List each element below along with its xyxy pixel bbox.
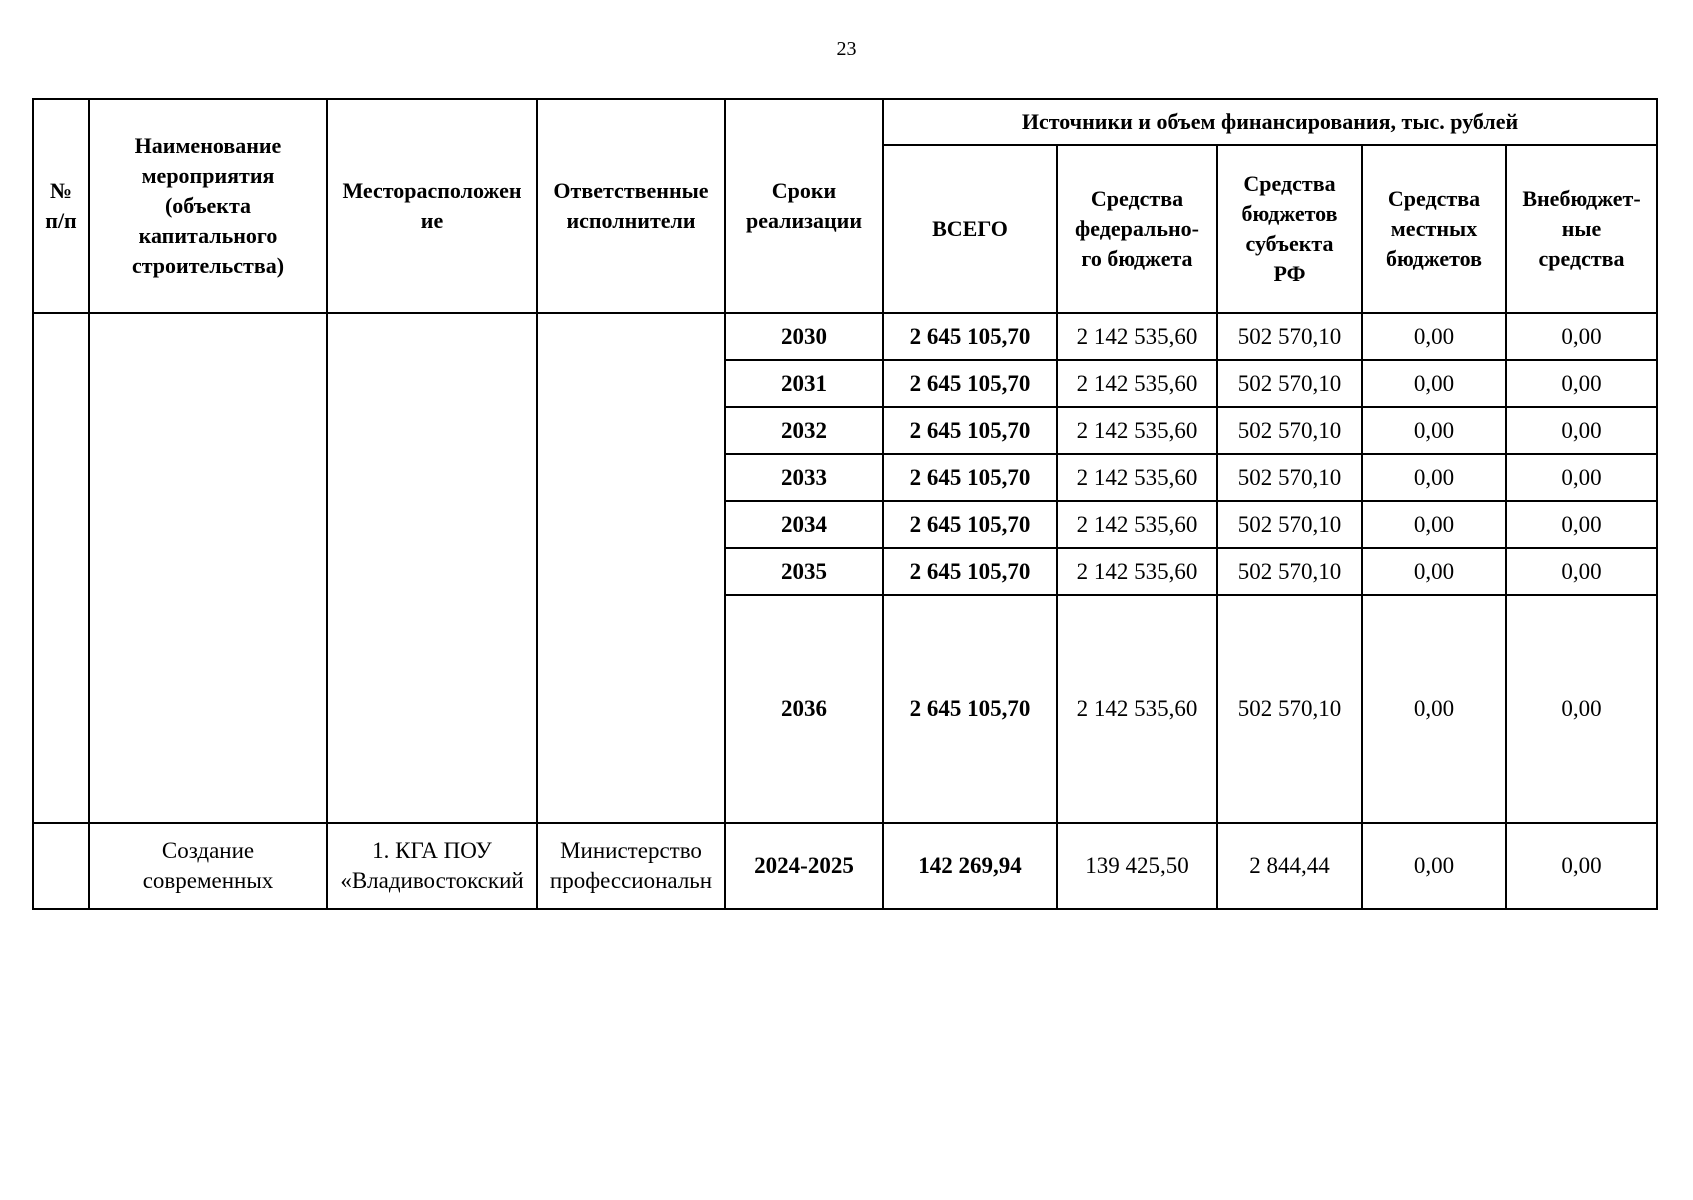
cell-extra: 0,00 (1506, 360, 1657, 407)
cell-total: 142 269,94 (883, 823, 1057, 909)
cell-location-empty (327, 313, 537, 823)
header-name: Наименование мероприятия (объекта капитального строительства) (89, 99, 327, 313)
cell-local: 0,00 (1362, 501, 1506, 548)
cell-total: 2 645 105,70 (883, 595, 1057, 823)
cell-year: 2035 (725, 548, 883, 595)
header-period: Сроки реализации (725, 99, 883, 313)
cell-name-empty (89, 313, 327, 823)
table-row (33, 313, 1657, 360)
cell-local: 0,00 (1362, 313, 1506, 360)
cell-num-empty (33, 313, 89, 823)
header-local: Средства местных бюджетов (1362, 145, 1506, 313)
cell-federal: 2 142 535,60 (1057, 454, 1217, 501)
cell-subject: 502 570,10 (1217, 595, 1362, 823)
cell-subject: 502 570,10 (1217, 360, 1362, 407)
cell-year: 2036 (725, 595, 883, 823)
header-sources-group: Источники и объем финансирования, тыс. рублей (883, 99, 1657, 145)
header-extra: Внебюджет- ные средства (1506, 145, 1657, 313)
header-location: Месторасположен ие (327, 99, 537, 313)
cell-local: 0,00 (1362, 454, 1506, 501)
header-num: № п/п (33, 99, 89, 313)
cell-total: 2 645 105,70 (883, 313, 1057, 360)
cell-subject: 502 570,10 (1217, 454, 1362, 501)
cell-extra: 0,00 (1506, 548, 1657, 595)
cell-subject: 502 570,10 (1217, 407, 1362, 454)
header-federal: Средства федерально- го бюджета (1057, 145, 1217, 313)
cell-num (33, 823, 89, 909)
cell-federal: 2 142 535,60 (1057, 313, 1217, 360)
table-row (33, 823, 1657, 909)
cell-extra: 0,00 (1506, 454, 1657, 501)
header-total: ВСЕГО (883, 145, 1057, 313)
cell-total: 2 645 105,70 (883, 548, 1057, 595)
cell-local: 0,00 (1362, 360, 1506, 407)
cell-subject: 502 570,10 (1217, 313, 1362, 360)
cell-location: 1. КГА ПОУ «Владивостокский (327, 823, 537, 909)
header-subject: Средства бюджетов субъекта РФ (1217, 145, 1362, 313)
financing-table (32, 98, 1658, 910)
cell-federal: 2 142 535,60 (1057, 501, 1217, 548)
cell-year: 2031 (725, 360, 883, 407)
cell-year: 2030 (725, 313, 883, 360)
cell-extra: 0,00 (1506, 595, 1657, 823)
cell-federal: 139 425,50 (1057, 823, 1217, 909)
cell-period: 2024-2025 (725, 823, 883, 909)
cell-federal: 2 142 535,60 (1057, 595, 1217, 823)
cell-total: 2 645 105,70 (883, 360, 1057, 407)
cell-subject: 2 844,44 (1217, 823, 1362, 909)
cell-federal: 2 142 535,60 (1057, 548, 1217, 595)
cell-federal: 2 142 535,60 (1057, 407, 1217, 454)
cell-responsible-empty (537, 313, 725, 823)
cell-extra: 0,00 (1506, 501, 1657, 548)
cell-year: 2032 (725, 407, 883, 454)
cell-local: 0,00 (1362, 407, 1506, 454)
cell-total: 2 645 105,70 (883, 501, 1057, 548)
cell-local: 0,00 (1362, 823, 1506, 909)
cell-local: 0,00 (1362, 595, 1506, 823)
cell-year: 2034 (725, 501, 883, 548)
cell-local: 0,00 (1362, 548, 1506, 595)
cell-extra: 0,00 (1506, 313, 1657, 360)
cell-extra: 0,00 (1506, 407, 1657, 454)
header-responsible: Ответственные исполнители (537, 99, 725, 313)
cell-year: 2033 (725, 454, 883, 501)
cell-extra: 0,00 (1506, 823, 1657, 909)
cell-total: 2 645 105,70 (883, 454, 1057, 501)
cell-subject: 502 570,10 (1217, 501, 1362, 548)
page-number: 23 (836, 38, 857, 60)
cell-responsible: Министерство профессиональн (537, 823, 725, 909)
cell-subject: 502 570,10 (1217, 548, 1362, 595)
cell-total: 2 645 105,70 (883, 407, 1057, 454)
cell-name: Создание современных (89, 823, 327, 909)
cell-federal: 2 142 535,60 (1057, 360, 1217, 407)
